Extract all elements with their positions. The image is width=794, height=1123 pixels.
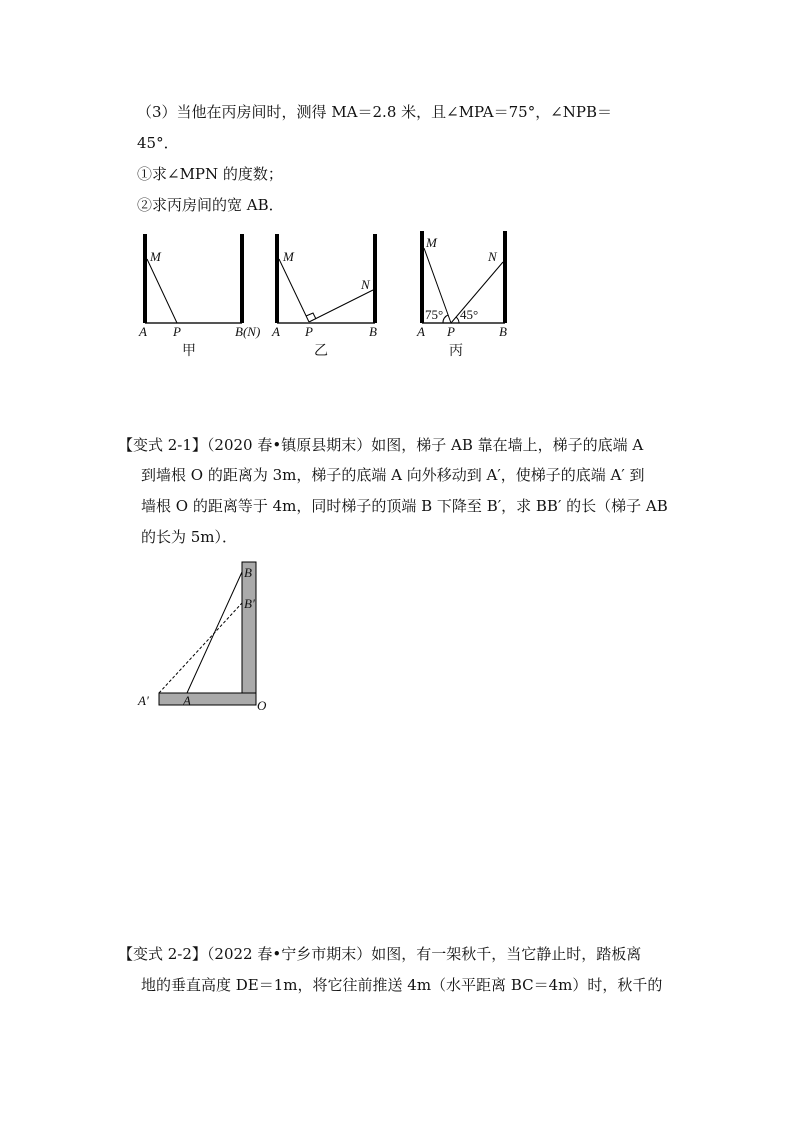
problem3-question2: ②求丙房间的宽 AB． (137, 196, 284, 214)
variant22-line1: 【变式 2-2】（2022 春•宁乡市期末）如图，有一架秋千，当它静止时，踏板离 (118, 945, 642, 963)
problem3-line2: 45°． (137, 134, 179, 152)
variant21-line2: 到墙根 O 的距离为 3m，梯子的底端 A 向外移动到 A′，使梯子的底端 A′ 到 (141, 466, 645, 484)
label-a-prime: A′ (138, 693, 149, 708)
label-a: A (272, 324, 280, 339)
label-p: P (173, 324, 181, 339)
label-a: A (417, 324, 425, 339)
label-a: A (139, 324, 147, 339)
room-yi (271, 234, 377, 359)
label-a: A (183, 693, 191, 708)
label-m: M (283, 249, 294, 264)
label-m: M (150, 249, 161, 264)
label-o: O (257, 698, 267, 713)
label-b: B (244, 565, 252, 580)
angle-75: 75° (425, 307, 444, 322)
label-b: B (369, 324, 377, 339)
label-p: P (305, 324, 313, 339)
label-p: P (447, 324, 455, 339)
label-b: B (499, 324, 507, 339)
room-jia (138, 234, 260, 359)
problem3-line1: （3）当他在丙房间时，测得 MA＝2.8 米，且∠MPA＝75°，∠NPB＝ (137, 103, 612, 121)
variant21-line4: 的长为 5m）． (141, 528, 238, 546)
angle-45: 45° (460, 307, 479, 322)
problem3-question1: ①求∠MPN 的度数； (137, 165, 283, 183)
room-bing (416, 231, 507, 359)
label-m: M (426, 235, 437, 250)
label-bn: B(N) (235, 324, 261, 339)
caption-jia: 甲 (182, 344, 196, 359)
caption-bing: 丙 (449, 344, 463, 359)
ladder-figure (137, 562, 267, 713)
label-n: N (488, 249, 497, 264)
label-n: N (361, 277, 370, 292)
caption-yi: 乙 (314, 344, 328, 359)
variant21-line3: 墙根 O 的距离等于 4m，同时梯子的顶端 B 下降至 B′，求 BB′ 的长（梯子 AB (141, 497, 668, 515)
variant21-line1: 【变式 2-1】（2020 春•镇原县期末）如图，梯子 AB 靠在墙上，梯子的底端 A (118, 436, 644, 454)
variant22-line2: 地的垂直高度 DE＝1m，将它往前推送 4m（水平距离 BC＝4m）时，秋千的 (141, 976, 663, 994)
label-b-prime: B′ (244, 596, 255, 611)
